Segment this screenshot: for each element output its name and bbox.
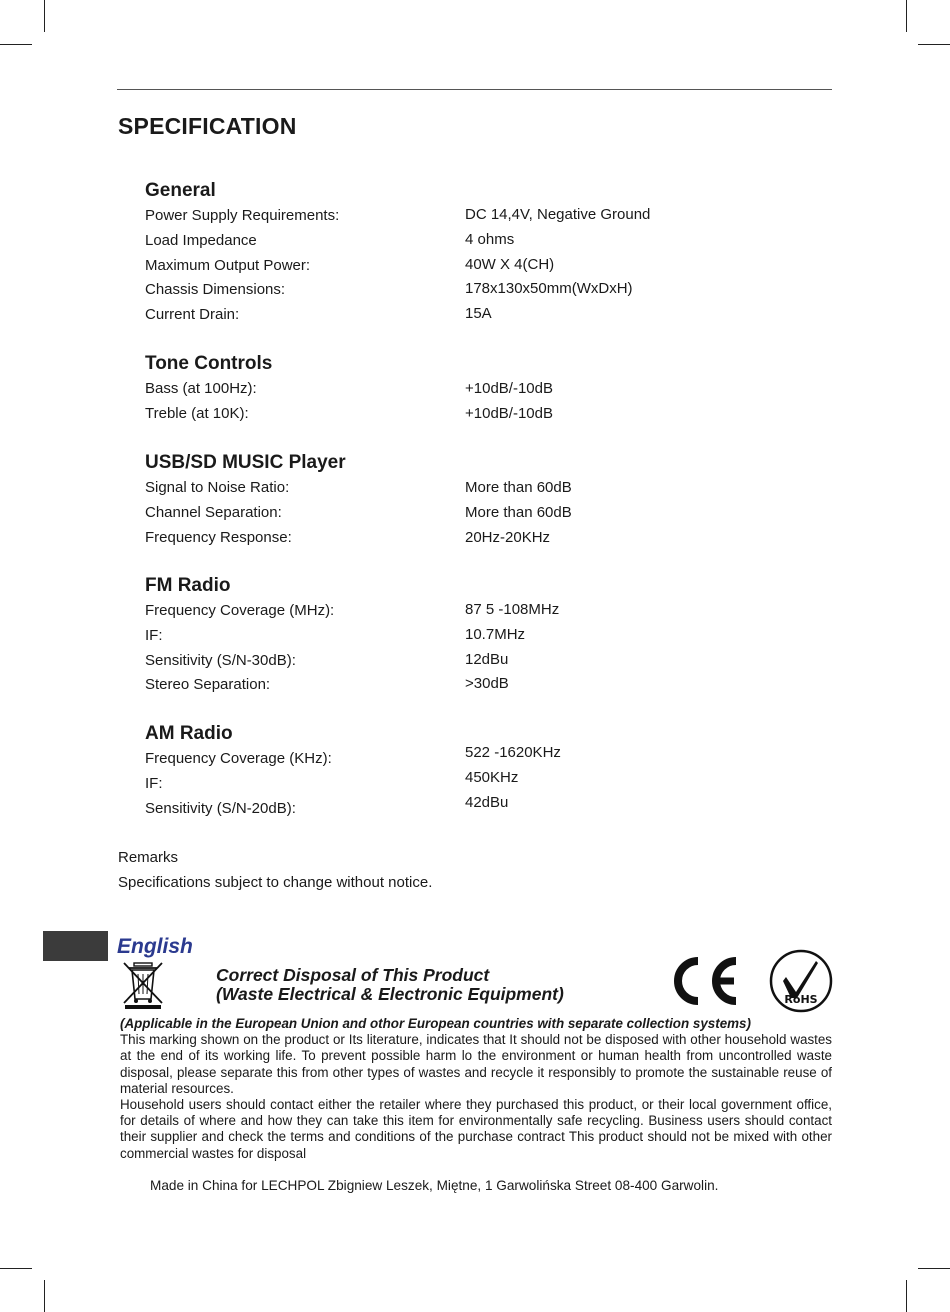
spec-row [145,624,526,649]
crop-mark [44,1280,45,1312]
remarks-label: Remarks [118,849,179,866]
page-title: SPECIFICATION [118,113,297,139]
crop-mark [906,0,907,32]
spec-value: DC 14,4V, Negative Ground [465,206,651,223]
spec-label: IF: [145,774,163,792]
spec-value: 4 ohms [465,230,515,248]
section-heading: FM Radio [145,575,231,596]
spec-label: Treble (at 10K): [145,404,249,422]
spec-row [145,254,555,279]
spec-row [145,673,509,698]
weee-title-line-2: (Waste Electrical & Electronic Equipment) [216,984,564,1004]
spec-label: Frequency Coverage (MHz): [145,602,335,619]
spec-label: Channel Separation: [145,503,282,521]
spec-value: 15A [465,305,492,323]
spec-row [145,303,492,328]
spec-value: 178x130x50mm(WxDxH) [465,280,633,298]
spec-label: Chassis Dimensions: [145,281,286,299]
spec-label: Signal to Noise Ratio: [145,479,290,496]
spec-value: 20Hz-20KHz [465,528,551,546]
rohs-label: RoHS [784,993,818,1006]
spec-label: Sensitivity (S/N-30dB): [145,651,296,669]
spec-row [145,229,515,254]
spec-label: Maximum Output Power: [145,256,311,274]
applicable-note: (Applicable in the European Union and othor European countries with separate collection systems) [120,1016,751,1031]
crop-mark [44,0,45,32]
ce-mark-icon [668,955,740,1007]
spec-section-general [145,178,651,328]
disposal-paragraph-2: Household users should contact either the retailer where they purchased this product, or their local government office, for details of where and how they can take this item for environmentally safe recycling. Business users should contact their supplier and check the terms and conditions of the purchase contract This product should not be mixed with other commercial wastes for disposal [120,1097,832,1161]
spec-section-fm-radio [145,573,560,698]
section-heading: Tone Controls [145,353,273,374]
remarks [118,845,432,895]
crop-mark [0,1268,32,1269]
disposal-text [120,1016,832,1162]
spec-value: 450KHz [465,768,519,786]
spec-value: 40W X 4(CH) [465,255,555,273]
spec-value: 522 -1620KHz [465,744,561,761]
spec-row [145,377,553,402]
top-rule [117,89,832,90]
spec-row [145,793,509,822]
spec-row [145,402,553,427]
spec-row [145,599,560,624]
weee-title-line-1: Correct Disposal of This Product [216,965,490,985]
spec-row [145,649,509,674]
spec-value: 10.7MHz [465,625,526,643]
spec-label: Stereo Separation: [145,676,271,694]
spec-label: Power Supply Requirements: [145,207,340,224]
spec-value: 12dBu [465,650,509,668]
spec-value: More than 60dB [465,479,572,496]
crossed-out-bin-icon [122,961,164,1009]
spec-value: >30dB [465,675,509,693]
spec-label: Frequency Coverage (KHz): [145,750,332,767]
spec-value: More than 60dB [465,503,572,521]
spec-row [145,744,561,772]
section-heading: General [145,180,216,201]
spec-value: +10dB/-10dB [465,404,553,422]
spec-label: Sensitivity (S/N-20dB): [145,799,296,817]
spec-row [145,526,551,551]
crop-mark [0,44,32,45]
section-heading: USB/SD MUSIC Player [145,452,346,473]
spec-row [145,204,651,229]
spec-label: Load Impedance [145,231,257,249]
language-label: English [117,935,193,958]
spec-label: IF: [145,626,163,644]
spec-row [145,768,519,797]
crop-mark [918,1268,950,1269]
spec-row [145,278,633,303]
spec-row [145,501,572,526]
spec-row [145,476,572,501]
spec-label: Current Drain: [145,306,240,324]
spec-section-tone-controls [145,351,553,427]
spec-label: Bass (at 100Hz): [145,380,257,397]
spec-value: 87 5 -108MHz [465,601,560,618]
section-heading: AM Radio [145,723,233,744]
disposal-paragraph-1: This marking shown on the product or Its literature, indicates that It should not be disposed with other household wastes at the end of its working life. To prevent possible harm lo the environment or human health from uncontrolled waste disposal, please separate this from other types of wastes and recycle it responsibly to promote the sustainable reuse of material resources. [120,1032,832,1096]
spec-value: 42dBu [465,793,509,811]
language-tab-marker [43,931,108,961]
rohs-check-icon [769,949,833,1013]
spec-section-usb-sd-player [145,450,572,550]
remarks-text: Specifications subject to change without notice. [118,874,433,891]
spec-value: +10dB/-10dB [465,380,553,397]
weee-title [216,966,564,1004]
crop-mark [906,1280,907,1312]
spec-label: Frequency Response: [145,528,292,546]
crop-mark [918,44,950,45]
manufacturer-footer: Made in China for LECHPOL Zbigniew Leszek, Miętne, 1 Garwolińska Street 08-400 Garwolin. [150,1178,719,1193]
spec-section-am-radio [145,721,561,821]
